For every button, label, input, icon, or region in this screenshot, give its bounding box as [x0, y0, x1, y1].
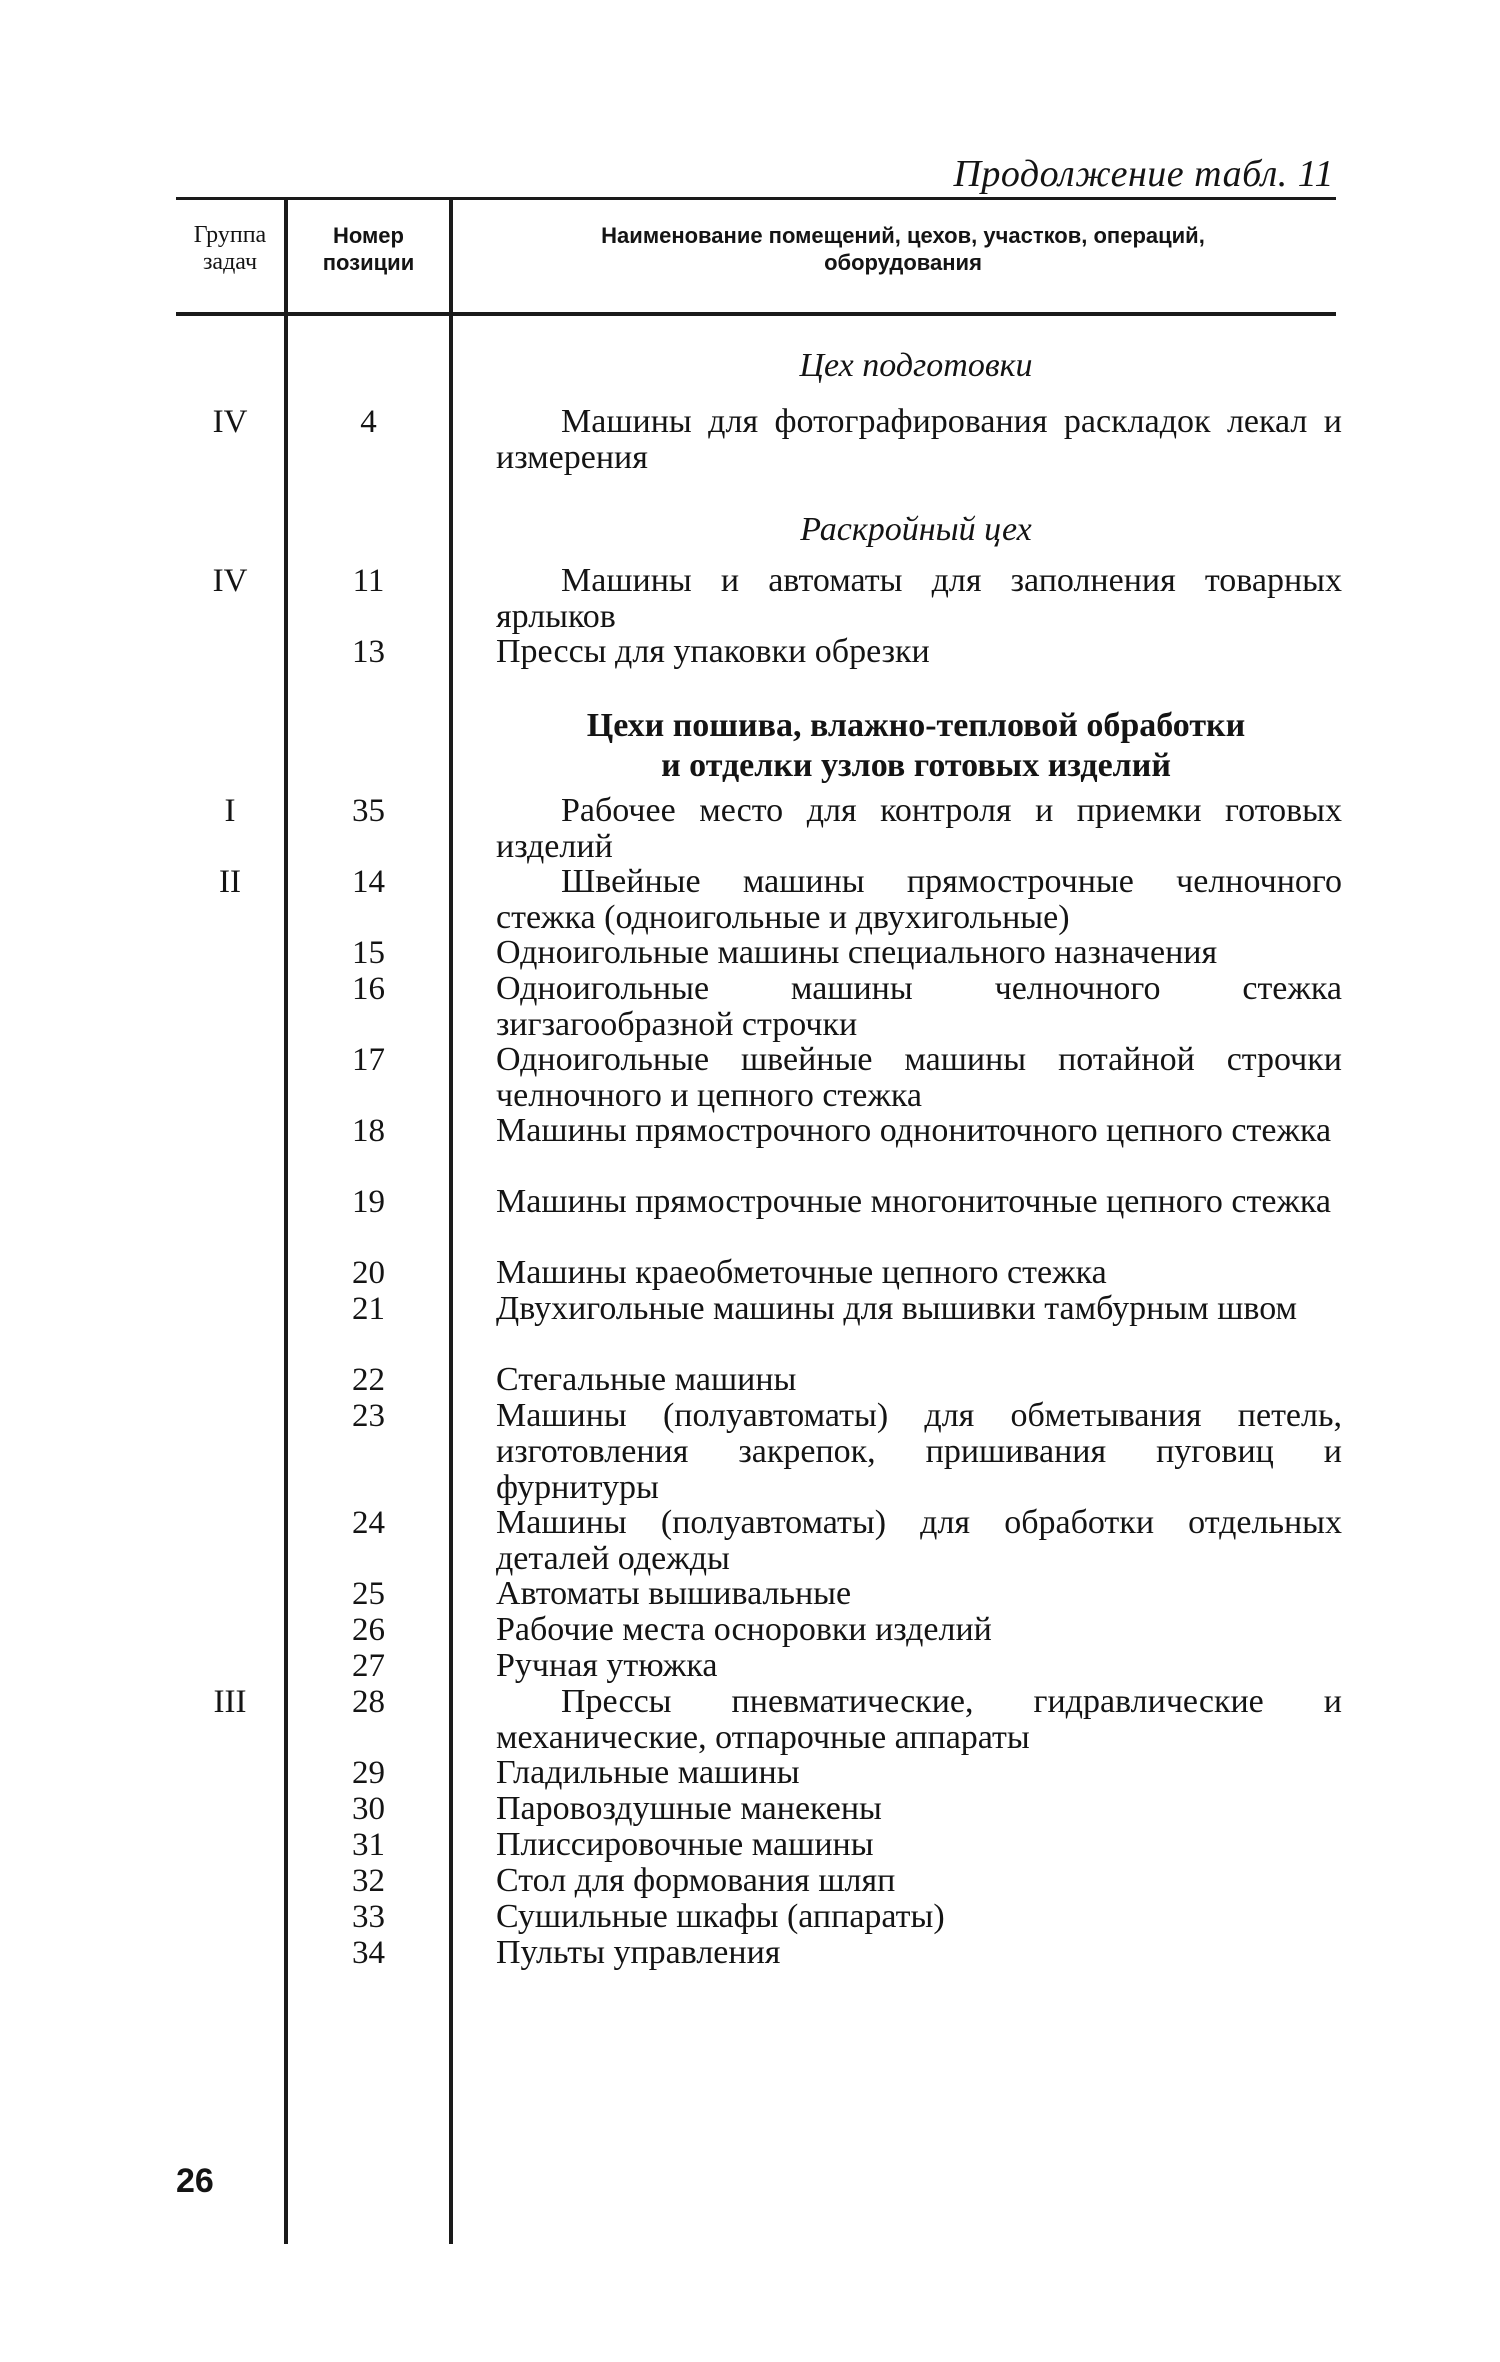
row-description: Стегальные машины [496, 1361, 797, 1398]
position-cell: 33 [352, 1899, 385, 1935]
row-description: Машины краеобметочные цепного стежка [496, 1254, 1107, 1291]
header-task-group: Группа задач [193, 222, 267, 275]
header-position-number: Номер позиции [322, 223, 415, 275]
position-cell: 14 [352, 864, 385, 900]
position-cell: 19 [352, 1184, 385, 1220]
header-name-description: Наименование помещений, цехов, участков, операций, оборудования [601, 223, 1205, 275]
row-description: Рабочие места осноровки изделий [496, 1611, 992, 1648]
position-cell: 16 [352, 971, 385, 1007]
page-number: 26 [176, 2162, 214, 2200]
row-description: Ручная утюжка [496, 1647, 718, 1684]
group-cell: III [213, 1684, 247, 1720]
row-description: Сушильные шкафы (аппараты) [496, 1898, 945, 1935]
position-cell: 24 [352, 1505, 385, 1541]
position-cell: 13 [352, 634, 385, 670]
row-description: Одноигольные машины специального назначения [496, 934, 1218, 971]
position-cell: 28 [352, 1684, 385, 1720]
row-description: Одноигольные швейные машины потайной строчки челночного и цепного стежка [496, 1041, 1342, 1114]
position-cell: 30 [352, 1791, 385, 1827]
position-cell: 15 [352, 935, 385, 971]
position-cell: 34 [352, 1935, 385, 1971]
row-description: Гладильные машины [496, 1754, 800, 1791]
table-continuation-label: Продолжение табл. 11 [953, 153, 1334, 195]
table-top-rule [176, 197, 1336, 200]
position-cell: 18 [352, 1113, 385, 1149]
row-description: Машины для фотографирования раскладок лекал и измерения [496, 403, 1342, 476]
row-description: Одноигольные машины челночного стежка зигзагообразной строчки [496, 970, 1342, 1043]
row-description: Рабочее место для контроля и приемки готовых изделий [496, 792, 1342, 865]
section-title-cutting: Раскройный цех [800, 511, 1032, 548]
row-description: Машины (полуавтоматы) для обработки отдельных деталей одежды [496, 1504, 1342, 1577]
position-cell: 23 [352, 1398, 385, 1434]
table-header-rule [176, 312, 1336, 316]
row-description: Швейные машины прямострочные челночного стежка (одноигольные и двухигольные) [496, 863, 1342, 936]
group-cell: II [219, 864, 241, 900]
position-cell: 21 [352, 1291, 385, 1327]
group-cell: I [224, 793, 236, 829]
position-cell: 31 [352, 1827, 385, 1863]
position-cell: 26 [352, 1612, 385, 1648]
row-description: Машины прямострочного однониточного цепного стежка [496, 1112, 1332, 1149]
position-cell: 29 [352, 1755, 385, 1791]
row-description: Плиссировочные машины [496, 1826, 874, 1863]
position-cell: 11 [352, 563, 385, 599]
section-title-preparation: Цех подготовки [799, 347, 1033, 384]
column-divider-2 [449, 199, 453, 2244]
row-description: Прессы для упаковки обрезки [496, 633, 930, 670]
position-cell: 22 [352, 1362, 385, 1398]
position-cell: 32 [352, 1863, 385, 1899]
row-description: Автоматы вышивальные [496, 1575, 852, 1612]
row-description: Пульты управления [496, 1934, 781, 1971]
section-title-sewing: Цехи пошива, влажно-тепловой обработки и отделки узлов готовых изделий [586, 707, 1246, 784]
group-cell: IV [212, 404, 248, 440]
position-cell: 35 [352, 793, 385, 829]
position-cell: 25 [352, 1576, 385, 1612]
position-cell: 4 [360, 404, 377, 440]
group-cell: IV [212, 563, 248, 599]
position-cell: 20 [352, 1255, 385, 1291]
row-description: Стол для формования шляп [496, 1862, 896, 1899]
row-description: Двухигольные машины для вышивки тамбурным швом [496, 1290, 1298, 1327]
row-description: Машины прямострочные многониточные цепного стежка [496, 1183, 1332, 1220]
row-description: Машины и автоматы для заполнения товарных ярлыков [496, 562, 1342, 635]
row-description: Паровоздушные манекены [496, 1790, 882, 1827]
position-cell: 27 [352, 1648, 385, 1684]
row-description: Машины (полуавтоматы) для обметывания петель, изготовления закрепок, пришивания пуговиц и фурнитуры [496, 1397, 1342, 1506]
position-cell: 17 [352, 1042, 385, 1078]
row-description: Прессы пневматические, гидравлические и механические, отпарочные аппараты [496, 1683, 1342, 1756]
